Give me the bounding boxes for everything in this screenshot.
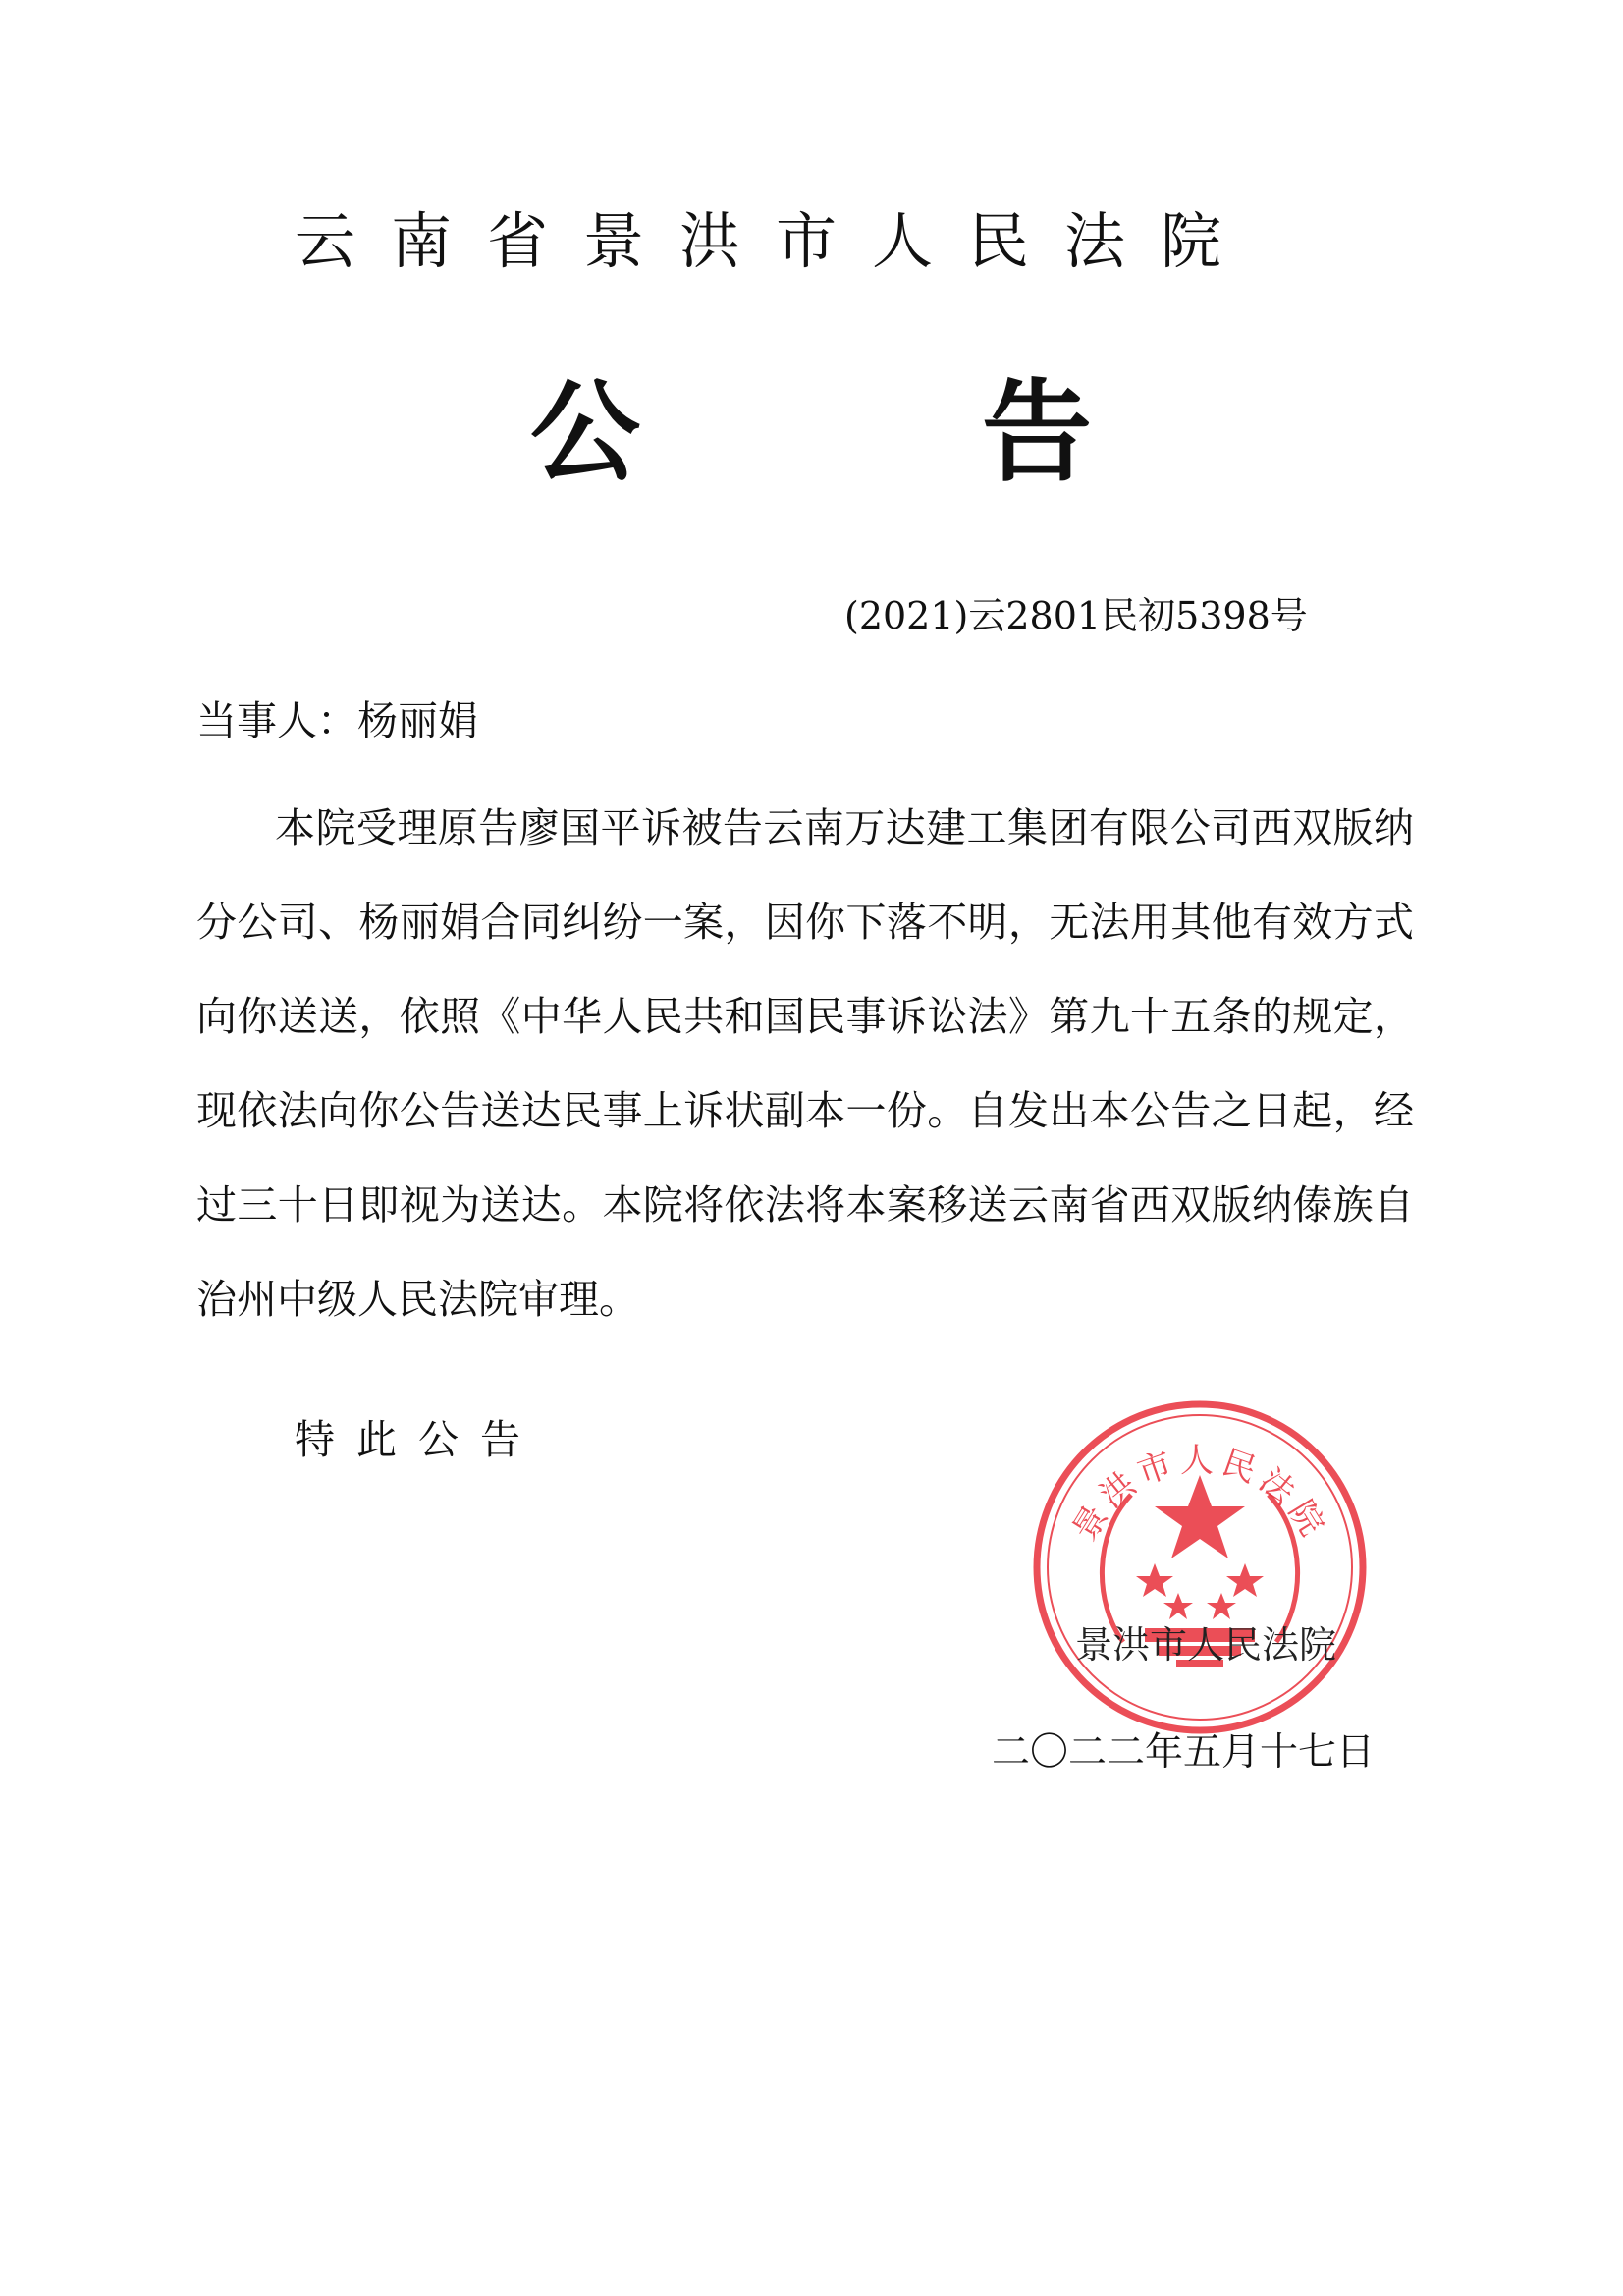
notice-body: 本院受理原告廖国平诉被告云南万达建工集团有限公司西双版纳分公司、杨丽娟合同纠纷一案，因你下落不明，无法用其他有效方式向你送送，依照《中华人民共和国民事诉讼法》第九十五条的规定，现依法向你公告送达民事上诉状副本一份。自发出本公告之日起，经过三十日即视为送达。本院将依法将本案移送云南省西双版纳傣族自治州中级人民法院审理。	[196, 804, 1414, 1323]
closing-line: 特此公告	[295, 1416, 542, 1463]
svg-text:景洪市人民法院: 景洪市人民法院	[1064, 1441, 1335, 1549]
signature-court-name: 景洪市人民法院	[1075, 1623, 1337, 1667]
party-line: 当事人：杨丽娟	[196, 697, 478, 744]
notice-title-left-char: 公	[530, 368, 640, 497]
case-number: (2021)云2801民初5398号	[844, 594, 1308, 637]
notice-title-right-char: 告	[982, 368, 1092, 497]
court-name-heading: 云南省景洪市人民法院	[295, 205, 1258, 277]
official-seal-icon	[1029, 1396, 1371, 1738]
issue-date: 二〇二二年五月十七日	[992, 1730, 1376, 1775]
